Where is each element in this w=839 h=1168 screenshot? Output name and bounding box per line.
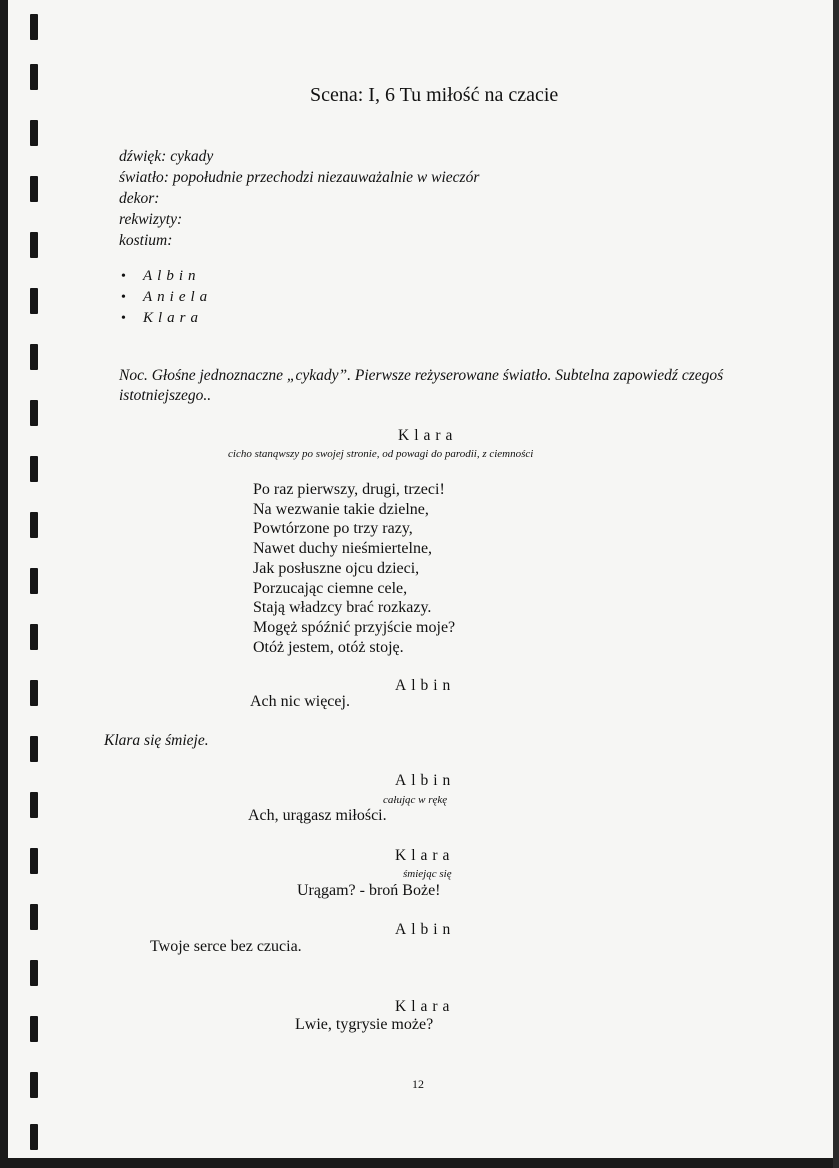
cast-item: • Aniela (119, 287, 212, 308)
page-number: 12 (412, 1077, 424, 1091)
binding-hole (30, 344, 38, 370)
meta-costume: kostium: (119, 232, 173, 249)
speaker-name: Klara (395, 998, 455, 1015)
bullet-icon: • (121, 290, 126, 305)
scan-border-bottom (0, 1158, 839, 1168)
dialogue-line: Lwie, tygrysie może? (295, 1016, 434, 1033)
scene-title: Scena: I, 6 Tu miłość na czacie (310, 84, 559, 106)
verse-line: Jak posłuszne ojcu dzieci, (253, 559, 420, 577)
verse-line: Po raz pierwszy, drugi, trzeci! (253, 481, 445, 498)
verse-line: Otóż jestem, otóż stoję. (253, 638, 404, 656)
speaker-name: Albin (395, 677, 456, 694)
verse-line: Mogęż spóźnić przyjście moje? (253, 618, 456, 636)
scene-metadata (119, 146, 479, 251)
speaker-name: Klara (395, 847, 455, 864)
binding-hole (30, 568, 38, 594)
meta-light: światło: popołudnie przechodzi niezauważalnie w wieczór (119, 169, 480, 186)
binding-hole (30, 960, 38, 986)
meta-props: rekwizyty: (119, 211, 183, 228)
binding-hole (30, 14, 38, 40)
speaker-direction: śmiejąc się (403, 868, 452, 880)
binding-hole (30, 792, 38, 818)
speaker-direction: cicho stanąwszy po swojej stronie, od powagi do parodii, z ciemności (228, 448, 534, 460)
binding-hole (30, 1072, 38, 1098)
speaker-name: Klara (398, 427, 458, 444)
verse-line: Powtórzone po trzy razy, (253, 520, 413, 538)
bullet-icon: • (121, 311, 126, 326)
binding-hole (30, 232, 38, 258)
binding-hole (30, 288, 38, 314)
verse-line: Na wezwanie takie dzielne, (253, 500, 429, 518)
binding-hole (30, 400, 38, 426)
scan-border-right (833, 0, 839, 1168)
binding-hole (30, 1124, 38, 1150)
verse-line: Nawet duchy nieśmiertelne, (253, 540, 433, 558)
meta-sound: dźwięk: cykady (119, 148, 214, 165)
cast-item: • Klara (119, 308, 212, 329)
binding-hole (30, 848, 38, 874)
cast-item: • Albin (119, 266, 212, 287)
binding-hole (30, 64, 38, 90)
dialogue-line: Ach, urągasz miłości. (248, 807, 387, 824)
dialogue-line: Urągam? - broń Boże! (297, 882, 441, 899)
speaker-name: Albin (395, 772, 456, 789)
document-page (8, 0, 839, 1158)
dialogue-line: Ach nic więcej. (250, 693, 350, 710)
speaker-name: Albin (395, 921, 456, 938)
speaker-direction: całując w rękę (383, 794, 448, 806)
binding-hole (30, 120, 38, 146)
stage-direction: Noc. Głośne jednoznaczne „cykady”. Pierwsze reżyserowane światło. Subtelna zapowiedź czegoś istotniejszego.. (119, 367, 724, 404)
cast-list (119, 266, 212, 329)
binding-hole (30, 680, 38, 706)
dialogue-line: Twoje serce bez czucia. (150, 938, 302, 955)
binding-hole (30, 624, 38, 650)
binding-hole (30, 904, 38, 930)
verse-line: Stają władzcy brać rozkazy. (253, 599, 432, 617)
binding-hole (30, 456, 38, 482)
verse-line: Porzucając ciemne cele, (253, 579, 408, 597)
bullet-icon: • (121, 269, 126, 284)
meta-decor: dekor: (119, 190, 160, 207)
binding-hole (30, 176, 38, 202)
stage-direction: Klara się śmieje. (104, 732, 209, 749)
binding-hole (30, 512, 38, 538)
binding-hole (30, 736, 38, 762)
binding-hole (30, 1016, 38, 1042)
binding-holes (30, 0, 44, 1158)
verse-block (253, 480, 455, 657)
